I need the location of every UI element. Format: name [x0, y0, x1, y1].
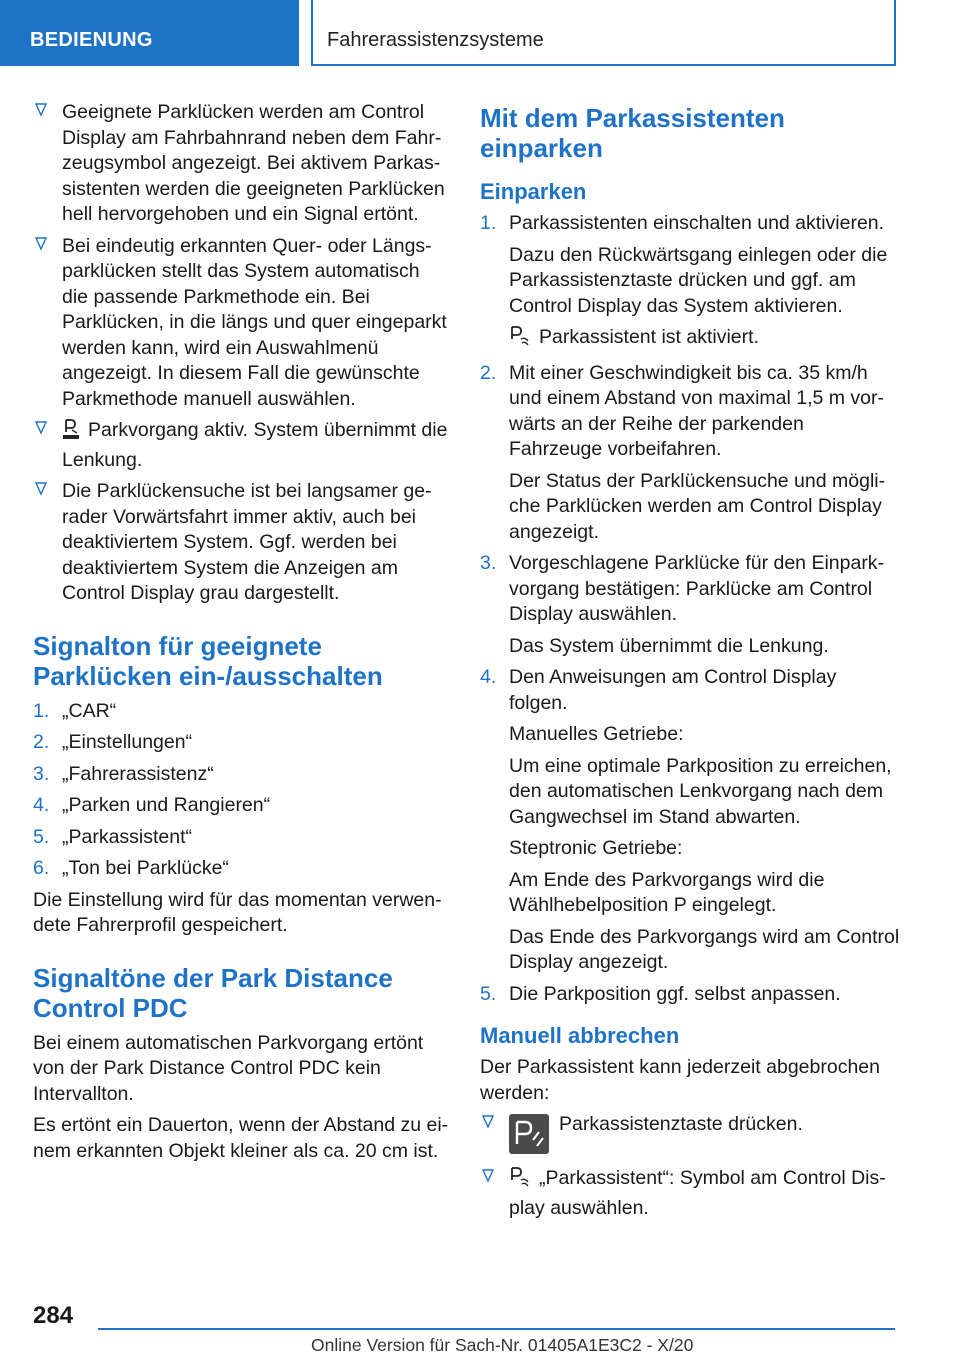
step-detail: Dazu den Rückwärtsgang einlegen oder die Parkassistenztaste drücken und ggf. am Control Display das System aktivieren.: [509, 243, 888, 317]
park-assist-active-icon: [509, 325, 531, 355]
triangle-bullet-icon: [482, 1169, 494, 1183]
step-number: 3.: [480, 552, 497, 574]
paragraph: Der Parkassistent kann jederzeit abgebrochen werden:: [480, 1056, 880, 1104]
step-text: „Parken und Rangieren“: [62, 794, 271, 816]
step-text: „Einstellungen“: [62, 731, 193, 753]
step-detail: Der Status der Parklückensuche und mögliche Parklücken werden am Control Display angezeigt.: [509, 469, 886, 543]
step-item: [33, 762, 451, 788]
step-item: [33, 730, 451, 756]
step-number: 1.: [480, 212, 497, 234]
footer-text: Online Version für Sach-Nr. 01405A1E3C2 - X/20: [311, 1335, 694, 1355]
list-item: [480, 1112, 900, 1160]
page-number: 284: [33, 1302, 74, 1329]
step-number: 3.: [33, 762, 50, 785]
step-detail: Das Ende des Parkvorgangs wird am Control Display angezeigt.: [509, 925, 900, 973]
step-item: [33, 793, 451, 819]
section-heading: Mit dem Parkassistenten einparken: [480, 103, 785, 163]
step-detail: Um eine optimale Parkposition zu erreichen, den automatischen Lenkvorgang nach dem Gangwechsel im Stand abwarten.: [509, 754, 892, 828]
list-item-text: Parkassistenztaste drücken.: [559, 1113, 803, 1135]
chapter-title: Fahrerassistenzsysteme: [327, 29, 544, 51]
step-detail-text: Parkassistent ist aktiviert.: [539, 326, 759, 348]
list-item-text: Bei eindeutig erkannten Quer- oder Längsparklücken stellt das System automatisch die passende Parkmethode ein. Bei Parklücken, in die längs und quer eingeparkt werden kann, wird ein Auswahlmenü angezeigt. In diesem Fall die gewünschte Parkmethode manuell auswählen.: [62, 234, 447, 410]
step-number: 2.: [480, 361, 497, 384]
list-item: [33, 100, 451, 228]
step-text: „Ton bei Parklücke“: [62, 857, 229, 879]
left-column: [33, 100, 451, 1170]
step-text: Die Parkposition ggf. selbst anpassen.: [509, 982, 841, 1005]
step-number: 2.: [33, 731, 50, 753]
paragraph: Bei einem automatischen Parkvorgang ertönt von der Park Distance Control PDC kein Intervallton.: [33, 1031, 424, 1105]
step-detail: Manuelles Getriebe:: [509, 723, 684, 745]
step-text: „Parkassistent“: [62, 825, 193, 848]
step-item: [480, 211, 900, 237]
chapter-tab: [311, 0, 896, 66]
step-text: Parkassistenten einschalten und aktivieren.: [509, 212, 885, 234]
paragraph: Die Einstellung wird für das momentan verwendete Fahrerprofil gespeichert.: [33, 888, 442, 936]
list-item: [33, 479, 451, 607]
step-detail: Das System übernimmt die Lenkung.: [509, 634, 829, 657]
step-text: Vorgeschlagene Parklücke für den Einparkvorgang bestätigen: Parklücke am Control Display auswählen.: [509, 552, 885, 625]
step-item: [480, 665, 900, 716]
park-assist-auto-icon: [62, 418, 80, 448]
triangle-bullet-icon: [35, 103, 47, 117]
step-text: Den Anweisungen am Control Display folgen.: [509, 666, 837, 714]
triangle-bullet-icon: [35, 421, 47, 435]
section-tab: [0, 0, 299, 66]
subsection-heading: Einparken: [480, 179, 587, 204]
paragraph: Es ertönt ein Dauerton, wenn der Abstand zu einem erkannten Objekt kleiner als ca. 20 cm ist.: [33, 1114, 449, 1162]
step-detail: Am Ende des Parkvorgangs wird die Wählhebelposition P eingelegt.: [509, 868, 825, 916]
section-title: BEDIENUNG: [30, 29, 153, 51]
step-item: [33, 825, 451, 851]
step-number: 4.: [33, 794, 50, 816]
step-number: 5.: [480, 982, 497, 1005]
list-item-text: Parkvorgang aktiv. System übernimmt die Lenkung.: [62, 419, 448, 471]
step-item: [480, 982, 900, 1008]
triangle-bullet-icon: [35, 237, 47, 251]
subsection-heading: Manuell abbrechen: [480, 1023, 680, 1048]
step-item: [33, 699, 451, 725]
park-assist-active-icon: [509, 1166, 531, 1196]
step-text: „Fahrerassistenz“: [62, 762, 214, 785]
footer-rule: [98, 1328, 895, 1330]
step-item: [33, 856, 451, 882]
step-item: [480, 551, 900, 628]
step-detail: Steptronic Getriebe:: [509, 837, 683, 859]
triangle-bullet-icon: [482, 1115, 494, 1129]
right-column: [480, 100, 900, 1227]
step-detail: [480, 325, 900, 355]
section-heading: Signaltöne der Park Distance Control PDC: [33, 962, 393, 1023]
list-item: [33, 418, 451, 473]
step-item: [480, 361, 900, 463]
list-item: [480, 1166, 900, 1221]
step-text: Mit einer Geschwindigkeit bis ca. 35 km/h und einem Abstand von maximal 1,5 m vorwärts an der Reihe der parkenden Fahrzeuge vorbeifahren.: [509, 361, 885, 460]
list-item-text: Die Parklückensuche ist bei langsamer gerader Vorwärtsfahrt immer aktiv, auch bei deaktiviertem System. Ggf. werden bei deaktiviertem System die Anzeigen am Control Display grau dargestellt.: [62, 480, 432, 604]
step-number: 6.: [33, 857, 50, 879]
park-assist-button-icon: [509, 1114, 549, 1154]
list-item-text: Geeignete Parklücken werden am Control Display am Fahrbahnrand neben dem Fahrzeugsymbol angezeigt. Bei aktivem Parkassistenten werden die geeigneten Parklücken hell hervorgehoben und ein Signal ertönt.: [62, 101, 445, 225]
step-text: „CAR“: [62, 699, 117, 722]
section-heading: Signalton für geeignete Parklücken ein-/ausschalten: [33, 630, 383, 691]
step-number: 5.: [33, 825, 50, 848]
list-item-text: „Parkassistent“: Symbol am Control Display auswählen.: [509, 1167, 886, 1219]
step-number: 4.: [480, 666, 497, 688]
triangle-bullet-icon: [35, 482, 47, 496]
step-number: 1.: [33, 699, 50, 722]
list-item: [33, 234, 451, 413]
